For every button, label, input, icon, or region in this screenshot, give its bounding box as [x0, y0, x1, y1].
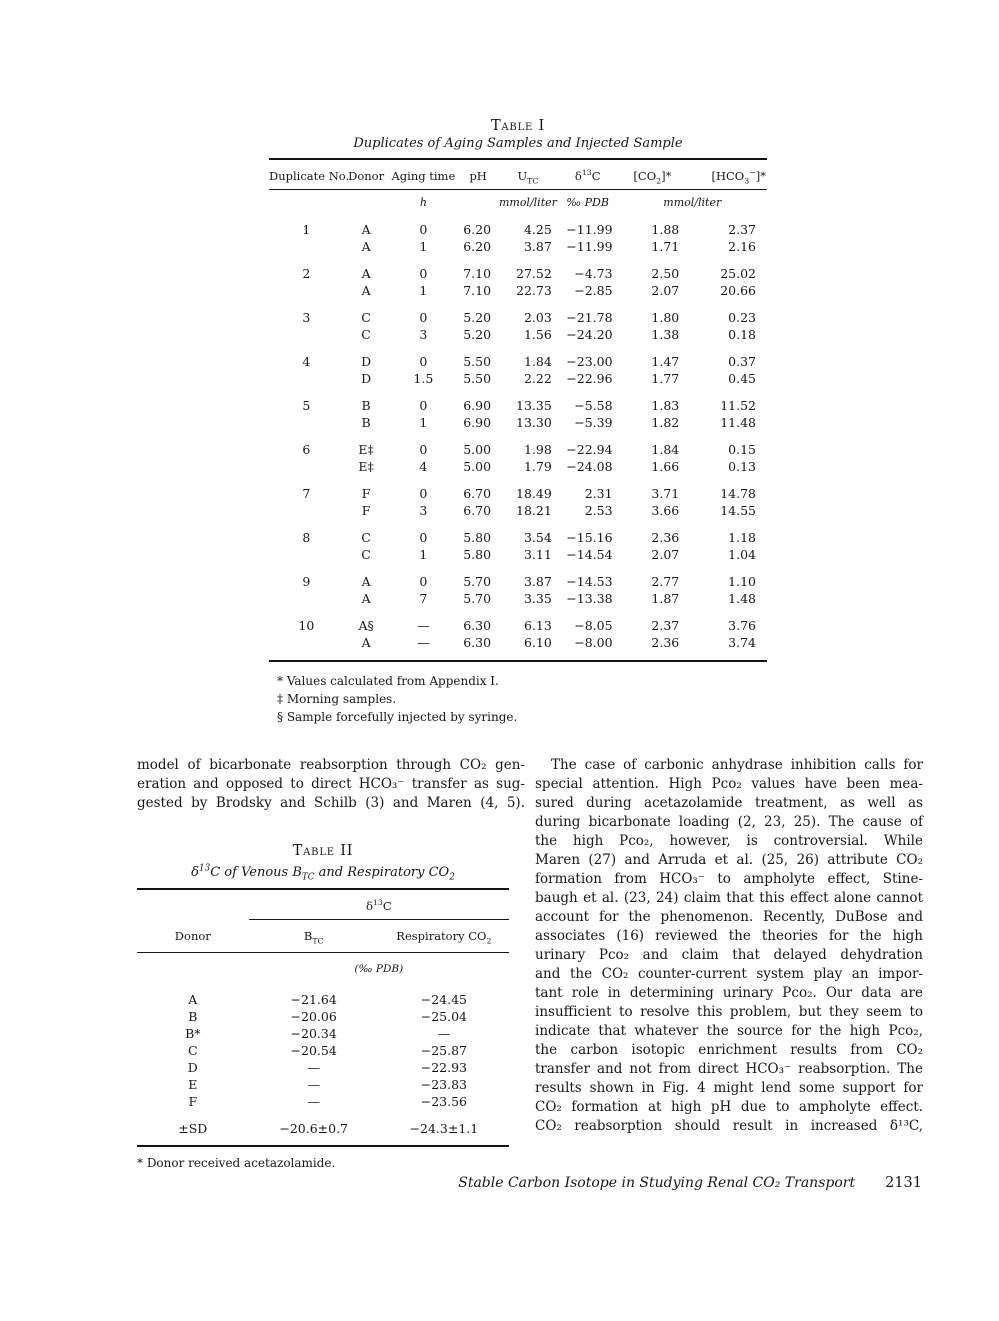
- table1-cell: 3.87: [523, 574, 552, 589]
- table1-row: [269, 519, 767, 547]
- left-paragraph: model of bicarbonate reabsorption through CO₂ gen- eration and opposed to direct HCO₃⁻ transfer as sug- gested by Brodsky and Schilb (3) and Maren (4, 5).: [137, 757, 525, 811]
- col-header-hco3: $[HCO_3^-]*$: [687, 159, 767, 190]
- table1-footnote-asterisk: * Values calculated from Appendix I.: [277, 674, 499, 688]
- table1-cell: 1.5: [413, 370, 434, 386]
- table1-cell: C: [361, 310, 371, 325]
- table1-cell: 13.30: [516, 414, 552, 430]
- col-header-ph: pH: [458, 159, 498, 190]
- table2-row: [137, 1042, 509, 1059]
- table1-footnotes: [277, 672, 767, 726]
- table2-cell: F: [188, 1094, 198, 1109]
- table2-cell: B: [188, 1009, 198, 1024]
- table1-row: [269, 635, 767, 662]
- table2-row: [137, 1076, 509, 1093]
- table1-cell: 0: [419, 574, 428, 589]
- table1-cell: 3: [419, 502, 428, 518]
- table1-cell: 14.78: [720, 486, 756, 501]
- table1-cell: A: [361, 282, 371, 298]
- table1-cell: 3.54: [523, 530, 552, 545]
- table1-cell: 3.87: [523, 238, 552, 254]
- table2-cell: −25.87: [420, 1043, 468, 1058]
- table1-cell: 4: [419, 458, 428, 474]
- table1-cell: 2.53: [584, 502, 613, 518]
- table1-cell: 7.10: [463, 266, 492, 281]
- table1-cell: 1.38: [651, 326, 680, 342]
- table1-cell: 18.49: [516, 486, 552, 501]
- table1-cell: 5.80: [463, 546, 492, 562]
- table1-cell: [269, 327, 344, 344]
- table2-subtitle: $\delta^{13}C$ of Venous $B_{TC}$ and Respiratory $CO_2$: [191, 863, 455, 883]
- table1-cell: 0: [419, 398, 428, 413]
- table1-row: [269, 239, 767, 256]
- table1-cell: 1.04: [728, 546, 756, 562]
- table2-sd-row: [137, 1110, 509, 1146]
- table1-cell: 1.79: [523, 458, 552, 474]
- table1-cell: E‡: [358, 458, 374, 474]
- table1-cell: −4.73: [574, 266, 613, 281]
- table1-cell: 3.74: [728, 634, 756, 650]
- table1-cell: 2.37: [728, 222, 756, 237]
- table1-cell: 3.71: [651, 486, 680, 501]
- table1-row: [269, 607, 767, 635]
- table1-row: [269, 387, 767, 415]
- right-column: [535, 756, 923, 1136]
- table1-cell: −24.20: [566, 326, 613, 342]
- table1-cell: 1.98: [523, 442, 552, 457]
- table1-cell: −22.96: [566, 370, 613, 386]
- table1-cell: [269, 283, 344, 300]
- table1-cell: 6.20: [463, 238, 492, 254]
- table1-footnote-section: § Sample forcefully injected by syringe.: [277, 710, 518, 724]
- table1-cell: 1: [419, 546, 428, 562]
- table1-row: [269, 299, 767, 327]
- table1-cell: 22.73: [516, 282, 552, 298]
- table1-cell: C: [361, 546, 371, 562]
- table1-cell: 5.00: [463, 458, 492, 474]
- table1-cell: 0: [419, 266, 428, 281]
- table1-cell: A: [361, 238, 371, 254]
- table1-row: [269, 327, 767, 344]
- table1-row: [269, 222, 767, 239]
- table1-cell: 2.07: [651, 282, 680, 298]
- table1-cell: 1.83: [651, 398, 680, 413]
- table1-cell: 1.84: [651, 442, 680, 457]
- col-header-aging-time: Aging time: [389, 159, 459, 190]
- table2-row: [137, 1025, 509, 1042]
- left-column: [137, 756, 525, 1172]
- table2-cell: −20.06: [290, 1009, 337, 1024]
- table1-cell: 25.02: [720, 266, 756, 281]
- table1-cell: 5: [302, 398, 311, 413]
- table1-cell: −8.00: [574, 634, 613, 650]
- table1-cell: 3.66: [651, 502, 680, 518]
- table1-cell: 5.00: [463, 442, 492, 457]
- table1-cell: 0.18: [728, 326, 756, 342]
- table2-cell: −23.56: [420, 1094, 468, 1109]
- table1-cell: −11.99: [566, 222, 613, 237]
- running-title: Stable Carbon Isotope in Studying Renal CO₂ Transport: [458, 1175, 856, 1191]
- table1-row: [269, 255, 767, 283]
- table1-cell: −8.05: [574, 618, 613, 633]
- table1-cell: 1.77: [651, 370, 680, 386]
- table1-row: [269, 503, 767, 520]
- table1-cell: 5.50: [463, 354, 492, 369]
- table1-cell: 3.76: [728, 618, 756, 633]
- table1-cell: −15.16: [566, 530, 613, 545]
- table1-cell: 5.20: [463, 326, 492, 342]
- col-header-duplicate-no: Duplicate No.: [269, 159, 344, 190]
- table1-cell: 1.87: [651, 590, 680, 606]
- table1-cell: 2.16: [728, 238, 756, 254]
- table1-row: [269, 415, 767, 432]
- table1-cell: [269, 239, 344, 256]
- unit-concentrations: mmol/liter: [663, 196, 722, 209]
- table1-cell: 6.10: [523, 634, 552, 650]
- table1-cell: 6.13: [523, 618, 552, 633]
- table1-row: [269, 475, 767, 503]
- table1-cell: 7: [419, 590, 428, 606]
- table2-cell: D: [187, 1060, 198, 1075]
- table1-cell: [269, 635, 344, 662]
- table1-cell: [269, 371, 344, 388]
- page-number: 2131: [885, 1175, 922, 1191]
- table1-cell: 6.30: [463, 618, 492, 633]
- table2-units-row: [137, 953, 509, 992]
- table2-cell: —: [437, 1026, 451, 1041]
- table1-cell: −14.53: [566, 574, 613, 589]
- table1-row: [269, 563, 767, 591]
- table1-cell: 3: [419, 326, 428, 342]
- table1-cell: 0.13: [728, 458, 756, 474]
- table1-cell: −5.58: [574, 398, 613, 413]
- table1-cell: 1.84: [523, 354, 552, 369]
- table1-cell: F: [361, 486, 371, 501]
- col-header-btc: $B_{TC}$: [249, 920, 379, 953]
- table1: [269, 158, 767, 662]
- table1-cell: 14.55: [720, 502, 756, 518]
- table1-cell: 11.48: [720, 414, 756, 430]
- table1-cell: 1.10: [728, 574, 756, 589]
- table1-cell: [269, 591, 344, 608]
- table1-cell: A§: [358, 618, 374, 633]
- table1-cell: 5.70: [463, 590, 492, 606]
- table1-rows: [269, 222, 767, 661]
- table1-cell: 0: [419, 486, 428, 501]
- spanner-delta13c: $\delta^{13}C$: [249, 889, 509, 920]
- table1-cell: −11.99: [566, 238, 613, 254]
- col-header-delta13c: $\delta^{13}C$: [558, 159, 618, 190]
- table1-cell: 0.23: [728, 310, 756, 325]
- col-header-co2: $[CO_2]*$: [618, 159, 688, 190]
- table1-cell: 20.66: [720, 282, 756, 298]
- table1-cell: 8: [302, 530, 311, 545]
- page-footer: [137, 1175, 922, 1191]
- table1-cell: 3: [302, 310, 311, 325]
- table1-cell: 6.70: [463, 502, 492, 518]
- table2-cell: C: [188, 1043, 198, 1058]
- col-header-respiratory-co2: Respiratory $CO_2$: [379, 920, 509, 953]
- right-paragraph: The case of carbonic anhydrase inhibition calls for special attention. High Pco₂ values have been mea- sured during acetazolamide treatment, as well as during bicarbonate loading (2, 23, 25). The cause of the high Pco₂, however, is controversial. While Maren (27) and Arruda et al. (25, 26) attribute CO₂ formation from HCO₃⁻ to ampholyte effect, Stine- baugh et al. (23, 24) claim that this effect alone cannot account for the phenomenon. Recently, DuBose and associates (16) reviewed the theories for the high urinary Pco₂ and claim that delayed dehydration and the CO₂ counter-current system play an impor- tant role in determining urinary Pco₂. Our data are insufficient to resolve this problem, but they seem to indicate that whatever the source for the high Pco₂, the carbon isotopic enrichment results from CO₂ transfer and not from direct HCO₃⁻ reabsorption. The results shown in Fig. 4 might lend some support for CO₂ formation at high pH due to ampholyte effect. CO₂ reabsorption should result in increased δ¹³C,: [535, 757, 923, 1134]
- table1-title: Table I: [490, 118, 546, 134]
- table2-cell: −21.64: [290, 992, 337, 1007]
- table1-cell: −24.08: [566, 458, 613, 474]
- table1-cell: D: [361, 370, 372, 386]
- table1-cell: 2.31: [584, 486, 613, 501]
- table1-row: [269, 459, 767, 476]
- table1-cell: 2: [302, 266, 311, 281]
- table2-cell: −23.83: [420, 1077, 468, 1092]
- table1-cell: −21.78: [566, 310, 613, 325]
- col-header-donor: Donor: [344, 159, 389, 190]
- table2-cell: —: [307, 1060, 320, 1075]
- table1-cell: 13.35: [516, 398, 552, 413]
- table1-cell: [269, 503, 344, 520]
- table1-cell: −23.00: [566, 354, 613, 369]
- table1-cell: 6.90: [463, 414, 492, 430]
- table1-row: [269, 547, 767, 564]
- table2-cell: B*: [185, 1026, 201, 1041]
- table1-cell: 5.70: [463, 574, 492, 589]
- table1-cell: 6.30: [463, 634, 492, 650]
- table1-cell: 2.03: [523, 310, 552, 325]
- table1-cell: 1.71: [651, 238, 680, 254]
- table2: [137, 888, 509, 1147]
- table2-row: [137, 991, 509, 1008]
- table1-cell: B: [361, 414, 371, 430]
- table1-cell: 0.37: [728, 354, 756, 369]
- table1-cell: 6.90: [463, 398, 492, 413]
- table2-title: Table II: [292, 843, 354, 859]
- table1-cell: 3.35: [523, 590, 552, 606]
- table1-cell: D: [361, 354, 372, 369]
- table1-section: [269, 118, 767, 726]
- table1-cell: 0: [419, 310, 428, 325]
- table2-cell: A: [188, 992, 198, 1007]
- table1-cell: 18.21: [516, 502, 552, 518]
- table1-row: [269, 371, 767, 388]
- table1-cell: 1.18: [728, 530, 756, 545]
- table1-cell: [269, 459, 344, 476]
- table2-sd-body: [137, 1110, 509, 1146]
- table1-cell: 3.11: [523, 546, 552, 562]
- table2-footnote: * Donor received acetazolamide.: [137, 1156, 336, 1170]
- table1-cell: 1.47: [651, 354, 680, 369]
- table1-cell: [269, 547, 344, 564]
- table2-cell: −22.93: [420, 1060, 468, 1075]
- table1-row: [269, 591, 767, 608]
- table1-cell: 6: [302, 442, 311, 457]
- table1-cell: 0: [419, 530, 428, 545]
- table1-cell: −22.94: [566, 442, 613, 457]
- table2-row: [137, 1093, 509, 1110]
- table2-header-row: [137, 920, 509, 953]
- table1-cell: 1.82: [651, 414, 680, 430]
- table1-cell: 6.20: [463, 222, 492, 237]
- table1-cell: B: [361, 398, 371, 413]
- table1-cell: 5.80: [463, 530, 492, 545]
- table1-cell: —: [417, 618, 430, 633]
- table1-units-row: [269, 190, 767, 223]
- table2-cell: −20.54: [290, 1043, 337, 1058]
- table1-cell: 6.70: [463, 486, 492, 501]
- table1-cell: 1: [302, 222, 311, 237]
- table1-row: [269, 431, 767, 459]
- table2-cell: −24.45: [420, 992, 468, 1007]
- table1-cell: 1: [419, 414, 428, 430]
- table1-cell: A: [361, 590, 371, 606]
- table1-cell: —: [417, 634, 430, 650]
- table1-header-row: [269, 159, 767, 190]
- table1-cell: 1.88: [651, 222, 680, 237]
- table2-cell: —: [307, 1094, 320, 1109]
- table1-subtitle: Duplicates of Aging Samples and Injected Sample: [353, 136, 683, 151]
- table2-row: [137, 1008, 509, 1025]
- table1-cell: 1: [419, 282, 428, 298]
- table1-cell: 0: [419, 442, 428, 457]
- table1-cell: 2.22: [523, 370, 552, 386]
- table1-cell: 4.25: [523, 222, 552, 237]
- table1-cell: 0: [419, 354, 428, 369]
- sd-label: ±SD: [178, 1121, 208, 1136]
- table1-cell: A: [361, 266, 371, 281]
- table1-cell: 4: [302, 354, 311, 369]
- table1-cell: 2.50: [651, 266, 680, 281]
- unit-pdb: (‰ PDB): [354, 963, 404, 975]
- table1-cell: 7: [302, 486, 311, 501]
- table1-row: [269, 343, 767, 371]
- table1-cell: A: [361, 634, 371, 650]
- table1-cell: 5.20: [463, 310, 492, 325]
- table1-cell: 11.52: [720, 398, 756, 413]
- table2-cell: E: [188, 1077, 198, 1092]
- table1-cell: [269, 415, 344, 432]
- table1-cell: 7.10: [463, 282, 492, 298]
- table1-cell: 1.56: [523, 326, 552, 342]
- table2-section: [137, 842, 525, 1172]
- table1-cell: A: [361, 574, 371, 589]
- table1-cell: 10: [298, 618, 315, 633]
- table2-row: [137, 1059, 509, 1076]
- col-header-utc: $U_{TC}$: [498, 159, 558, 190]
- table1-cell: 1: [419, 238, 428, 254]
- table1-cell: C: [361, 530, 371, 545]
- table2-cell: −25.04: [420, 1009, 468, 1024]
- table1-cell: E‡: [358, 442, 374, 457]
- unit-utc: mmol/liter: [498, 196, 557, 209]
- table1-cell: 5.50: [463, 370, 492, 386]
- table1-cell: 0.45: [728, 370, 756, 386]
- unit-d13c: ‰ PDB: [566, 196, 609, 209]
- unit-aging-time: h: [419, 196, 427, 209]
- table1-cell: 1.66: [651, 458, 680, 474]
- col-header-donor2: Donor: [137, 920, 249, 953]
- table1-cell: 2.77: [651, 574, 680, 589]
- table1-cell: 1.48: [728, 590, 756, 606]
- table1-cell: A: [361, 222, 371, 237]
- table1-cell: 2.36: [651, 530, 680, 545]
- table2-cell: −20.34: [290, 1026, 337, 1041]
- table2-rows: [137, 991, 509, 1110]
- table1-cell: 27.52: [516, 266, 552, 281]
- table1-cell: 2.36: [651, 634, 680, 650]
- sd-respiratory-value: −24.3±1.1: [409, 1121, 479, 1136]
- table1-cell: −5.39: [574, 414, 613, 430]
- table1-cell: 0: [419, 222, 428, 237]
- table1-cell: 1.80: [651, 310, 680, 325]
- table1-cell: 2.37: [651, 618, 680, 633]
- table1-cell: 9: [302, 574, 311, 589]
- table1-cell: C: [361, 326, 371, 342]
- table1-cell: 0.15: [728, 442, 756, 457]
- table1-cell: 2.07: [651, 546, 680, 562]
- table1-cell: −13.38: [566, 590, 613, 606]
- table1-footnote-doubledagger: ‡ Morning samples.: [277, 692, 397, 706]
- sd-btc-value: −20.6±0.7: [279, 1121, 349, 1136]
- table1-row: [269, 283, 767, 300]
- table1-cell: F: [361, 502, 371, 518]
- table2-spanner-row: [137, 889, 509, 920]
- table1-cell: −2.85: [574, 282, 613, 298]
- table1-cell: −14.54: [566, 546, 613, 562]
- table2-cell: —: [307, 1077, 320, 1092]
